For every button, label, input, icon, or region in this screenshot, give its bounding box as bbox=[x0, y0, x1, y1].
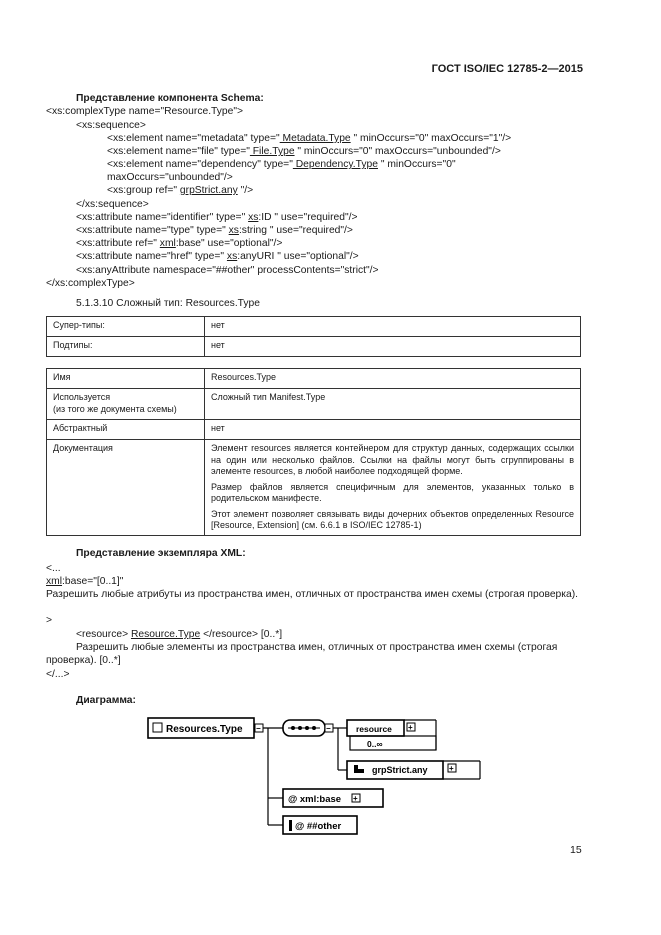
cell-line: Используется bbox=[53, 392, 111, 402]
schema-line: <xs:attribute name="identifier" type=" xs:ID " use="required"/> bbox=[76, 212, 358, 223]
any-attribute-label: @ ##other bbox=[295, 821, 342, 832]
instance-paragraph: Разрешить любые атрибуты из пространства имен, отличных от пространства имен схемы (строгая проверка). bbox=[46, 589, 579, 600]
checkbox-icon bbox=[153, 723, 162, 732]
table-cell: Сложный тип Manifest.Type bbox=[205, 389, 581, 420]
sequence-dot-icon bbox=[312, 726, 316, 730]
cell-line: (из того же документа схемы) bbox=[53, 403, 177, 414]
schema-line: <xs:element name="metadata" type=" Metadata.Type " minOccurs="0" maxOccurs="1"/> bbox=[107, 133, 512, 144]
instance-line: <... bbox=[46, 563, 61, 574]
diagram-heading: Диаграмма: bbox=[76, 695, 136, 706]
resource-cardinality: 0..∞ bbox=[367, 739, 383, 749]
table-cell: Имя bbox=[47, 369, 205, 389]
any-attribute-icon bbox=[289, 820, 292, 831]
table-cell: Абстрактный bbox=[47, 420, 205, 440]
table-cell: Документация bbox=[47, 440, 205, 536]
schema-line: <xs:attribute name="href" type=" xs:anyURI " use="optional"/> bbox=[76, 251, 359, 262]
doc-paragraph: Элемент resources является контейнером для структур данных, содержащих ссылки на один или несколько файлов. Ссылки на файлы могут быть сгруппированы в элементе resources, в любой наиболее подходящей форме. bbox=[211, 443, 574, 476]
collapse-glyph: − bbox=[326, 724, 331, 733]
instance-line: </...> bbox=[46, 669, 70, 680]
instance-paragraph: Разрешить любые элементы из пространства имен, отличных от пространства имен схемы (строгая проверка). [0..*] bbox=[46, 642, 558, 666]
expand-glyph: + bbox=[408, 723, 413, 732]
instance-heading: Представление экземпляра XML: bbox=[76, 548, 246, 559]
root-label: Resources.Type bbox=[166, 724, 243, 735]
table-cell: Супер-типы: bbox=[47, 317, 205, 337]
schema-line: maxOccurs="unbounded"/> bbox=[107, 172, 233, 183]
attribute-label: @ xml:base bbox=[288, 794, 342, 805]
schema-line: <xs:anyAttribute namespace="##other" processContents="strict"/> bbox=[76, 265, 379, 276]
table-cell: нет bbox=[205, 420, 581, 440]
collapse-glyph: − bbox=[256, 724, 261, 733]
sequence-dot-icon bbox=[305, 726, 309, 730]
schema-line: </xs:complexType> bbox=[46, 278, 135, 289]
expand-glyph: + bbox=[449, 764, 454, 773]
schema-line: <xs:element name="dependency" type=" Dependency.Type " minOccurs="0" bbox=[107, 159, 456, 170]
group-icon bbox=[354, 765, 358, 773]
table-cell: нет bbox=[205, 317, 581, 337]
resource-repeat-frame bbox=[350, 736, 436, 750]
doc-paragraph: Размер файлов является специфичным для элементов, указанных только в родительском манифесте. bbox=[211, 481, 574, 503]
sequence-dot-icon bbox=[298, 726, 302, 730]
group-icon bbox=[358, 769, 364, 773]
expand-glyph: + bbox=[353, 794, 358, 803]
schema-line: <xs:attribute name="type" type=" xs:string " use="required"/> bbox=[76, 225, 353, 236]
instance-line: <resource> Resource.Type </resource> [0..*] bbox=[76, 629, 283, 640]
schema-line: <xs:element name="file" type=" File.Type " minOccurs="0" maxOccurs="unbounded"/> bbox=[107, 146, 501, 157]
group-label: grpStrict.any bbox=[372, 765, 428, 775]
table-cell: Resources.Type bbox=[205, 369, 581, 389]
instance-line: > bbox=[46, 615, 53, 626]
subsection-title: 5.1.3.10 Сложный тип: Resources.Type bbox=[76, 298, 261, 309]
instance-line: xml:base="[0..1]" bbox=[46, 576, 124, 587]
table-cell: нет bbox=[205, 337, 581, 357]
schema-line: </xs:sequence> bbox=[76, 199, 149, 210]
page-number: 15 bbox=[570, 844, 582, 856]
schema-line: <xs:group ref=" grpStrict.any "/> bbox=[107, 185, 254, 196]
sequence-dot-icon bbox=[291, 726, 295, 730]
standard-header: ГОСТ ISO/IEC 12785-2—2015 bbox=[431, 63, 583, 75]
schema-line: <xs:attribute ref=" xml:base" use="optional"/> bbox=[76, 238, 283, 249]
schema-heading: Представление компонента Schema: bbox=[76, 93, 264, 104]
table-cell: Подтипы: bbox=[47, 337, 205, 357]
doc-paragraph: Этот элемент позволяет связывать виды дочерних объектов определенных Resource [Resource, Extension] (см. 6.6.1 в ISO/IEC 12785-1) bbox=[211, 508, 574, 530]
schema-line: <xs:complexType name="Resource.Type"> bbox=[46, 106, 244, 117]
schema-line: <xs:sequence> bbox=[76, 120, 146, 131]
resource-label: resource bbox=[356, 724, 392, 734]
